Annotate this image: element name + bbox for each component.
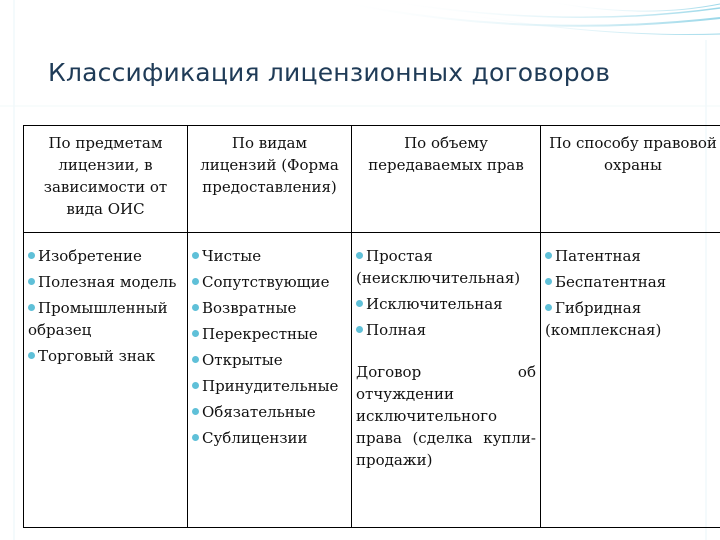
cell-protection-methods [541, 233, 720, 528]
bullet-icon [192, 408, 199, 415]
table-header-row [24, 126, 720, 233]
bullet-icon [28, 252, 35, 259]
bullet-icon [356, 300, 363, 307]
bullet-icon [192, 434, 199, 441]
list-item: Патентная [545, 245, 720, 267]
bullet-icon [545, 304, 552, 311]
list-item: Перекрестные [192, 323, 347, 345]
list-item: Чистые [192, 245, 347, 267]
header-by-protection-method: По способу правовой охраны [541, 126, 720, 233]
list-item: Гибридная (комплексная) [545, 299, 662, 339]
list-item: Полная [356, 319, 536, 341]
alienation-note: Договор об отчуждении исключительного права (сделка купли-продажи) [356, 363, 536, 469]
list-item: Обязательные [192, 401, 347, 423]
list-item: Сублицензии [192, 427, 347, 449]
bullet-icon [545, 252, 552, 259]
list-item: Исключительная [356, 293, 536, 315]
bullet-icon [192, 382, 199, 389]
cell-rights-scope [352, 233, 541, 528]
bullet-icon [28, 304, 35, 311]
list-item: Возвратные [192, 297, 347, 319]
cell-subjects [24, 233, 188, 528]
cell-license-types [188, 233, 352, 528]
list-item: Открытые [192, 349, 347, 371]
list-item: Беспатентная [545, 271, 720, 293]
bullet-icon [545, 278, 552, 285]
bullet-icon [192, 278, 199, 285]
list-item: Сопутствующие [192, 271, 347, 293]
bullet-icon [192, 330, 199, 337]
page-title: Классификация лицензионных договоров [48, 58, 611, 87]
table-row [24, 233, 720, 528]
header-by-license-type: По видам лицензий (Форма предоставления) [188, 126, 352, 233]
header-by-rights-scope: По объему передаваемых прав [352, 126, 541, 233]
bullet-icon [192, 304, 199, 311]
bullet-icon [192, 356, 199, 363]
list-item: Простая (неисключительная) [356, 247, 521, 287]
bullet-icon [28, 278, 35, 285]
list-item: Изобретение [28, 245, 183, 267]
bullet-icon [28, 352, 35, 359]
bullet-icon [356, 326, 363, 333]
list-item: Торговый знак [28, 345, 183, 367]
bullet-icon [356, 252, 363, 259]
list-item: Промышленный образец [28, 299, 168, 339]
list-item: Принудительные [192, 375, 347, 397]
list-item: Полезная модель [28, 271, 183, 293]
bullet-icon [192, 252, 199, 259]
classification-table [23, 125, 720, 528]
header-by-subject: По предметам лицензии, в зависимости от вида ОИС [24, 126, 188, 233]
